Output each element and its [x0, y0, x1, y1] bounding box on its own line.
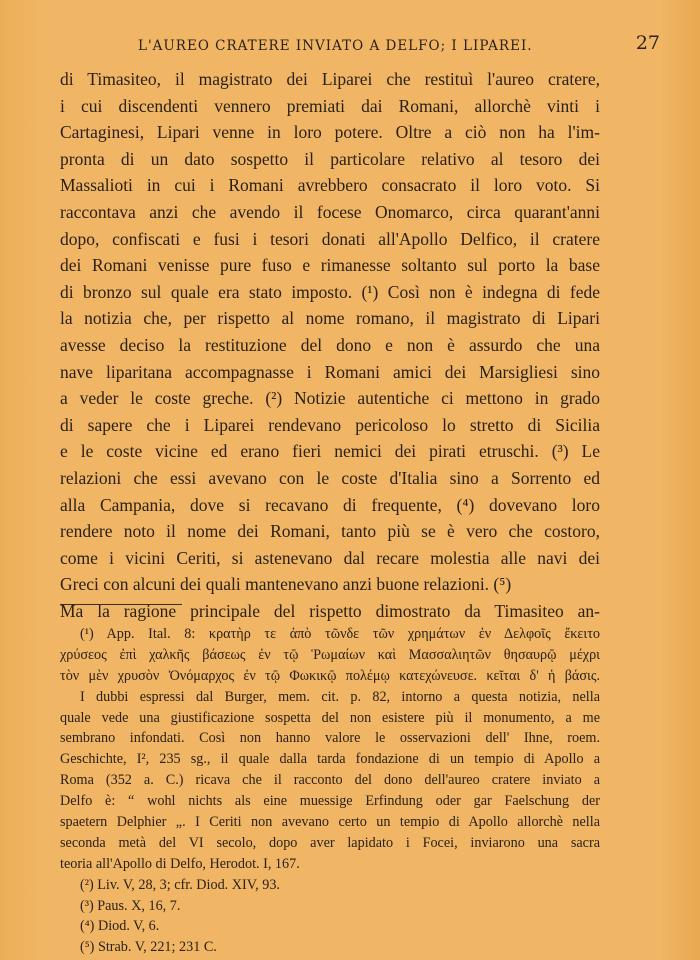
footnote-rule [60, 604, 182, 605]
footnote-line: seconda metà del VI secolo, dopo aver lapidato i Focei, inviarono una sacra [60, 834, 600, 851]
footnotes [60, 624, 600, 958]
text-line: a veder le coste greche. (²) Notizie autentiche ci mettono in grado [60, 388, 600, 409]
text-line: di Timasiteo, il magistrato dei Liparei che restituì l'aureo cratere, [60, 69, 600, 89]
text-line: la notizia che, per rispetto al nome romano, il magistrato di Lipari [60, 308, 600, 329]
text-line: di sapere che i Liparei rendevano pericoloso lo stretto di Sicilia [60, 414, 600, 435]
text-line: di bronzo sul quale era stato imposto. (¹) Così non è indegna di fede [60, 281, 600, 302]
text-line: dopo, confiscati e fusi i tesori donati all'Apollo Delfico, il cratere [60, 228, 600, 249]
page-number: 27 [635, 32, 660, 54]
page-header [60, 32, 660, 56]
text-line: Cartaginesi, Lipari venne in loro potere. Oltre a ciò non ha l'im- [60, 122, 600, 143]
footnote-line: (³) Paus. X, 16, 7. [80, 897, 181, 914]
text-line: i cui discendenti vennero premiati dai Romani, allorchè vinti i [60, 95, 600, 116]
text-line: nave liparitana accompagnasse i Romani amici dei Marsigliesi sino [60, 361, 600, 382]
footnote-line: (¹) App. Ital. 8: κρατὴρ τε ἀπὸ τῶνδε τῶν χρημάτων ἐν Δελφοῖς ἔκειτο [80, 626, 600, 642]
footnote-line: sembrano infondati. Così non hanno valore le osservazioni dell' Ihne, roem. [60, 730, 600, 747]
footnote-line: χρύσεος ἐπὶ χαλκῆς βάσεως ἐν τῷ Ῥωμαίων καὶ Μασσαλιητῶν θησαυρῷ μέχρι [60, 646, 600, 663]
footnote-line: Delfo è: “ wohl nichts als eine muessige Erfindung oder gar Faelschung der [60, 793, 600, 810]
running-head: L'AUREO CRATERE INVIATO A DELFO; I LIPAREI. [138, 38, 533, 54]
text-line: come i vicini Ceriti, si astenevano dal recare molestia alle navi dei [60, 547, 600, 568]
text-line: rendere noto il nome dei Romani, tanto più se è vero che costoro, [60, 521, 600, 542]
footnote-line: (²) Liv. V, 28, 3; cfr. Diod. XIV, 93. [80, 876, 280, 893]
footnote-line: I dubbi espressi dal Burger, mem. cit. p. 82, intorno a questa notizia, nella [80, 688, 600, 705]
text-line: alla Campania, dove si recavano di frequente, (⁴) dovevano loro [60, 494, 600, 515]
text-line: relazioni che essi avevano con le coste d'Italia sino a Sorrento ed [60, 467, 600, 488]
footnote-line: Roma (352 a. C.) ricava che il racconto del dono dell'aureo cratere inviato a [60, 772, 600, 789]
text-line: pronta di un dato sospetto il particolare relativo al tesoro dei [60, 148, 600, 169]
main-text [60, 66, 600, 624]
text-line: Ma la ragione principale del rispetto dimostrato da Timasiteo an- [60, 600, 600, 621]
text-line: Massalioti in cui i Romani avrebbero consacrato il loro voto. Si [60, 175, 600, 196]
text-line: e le coste vicine ed erano fieri nemici dei pirati etruschi. (³) Le [60, 441, 600, 462]
footnote-line: (⁵) Strab. V, 221; 231 C. [80, 939, 217, 956]
footnote-line: Geschichte, I², 235 sg., il quale dalla tarda fondazione di un tempio di Apollo a [60, 751, 600, 768]
text-line: Greci con alcuni dei quali mantenevano anzi buone relazioni. (⁵) [60, 574, 512, 595]
footnote-line: τὸν μὲν χρυσὸν Ὀνόμαρχος ἐν τῷ Φωκικῷ πολέμῳ κατεχώνευσε. κεῖται δ' ἡ βάσις. [60, 667, 600, 684]
text-line: avesse deciso la restituzione del dono e non è assurdo che una [60, 334, 600, 355]
footnote-line: quale vede una giustificazione sospetta del non esistere più il monumento, a me [60, 709, 600, 726]
footnote-line: (⁴) Diod. V, 6. [80, 918, 160, 935]
text-line: dei Romani venisse pure fuso e rimanesse soltanto sul porto la base [60, 255, 600, 276]
footnote-line: spaetern Delphier „. I Ceriti non avevano certo un tempio di Apollo allorchè nella [60, 814, 600, 831]
text-line: raccontava anzi che avendo il focese Onomarco, circa quarant'anni [60, 201, 600, 222]
footnote-line: teoria all'Apollo di Delfo, Herodot. I, 167. [60, 855, 300, 872]
